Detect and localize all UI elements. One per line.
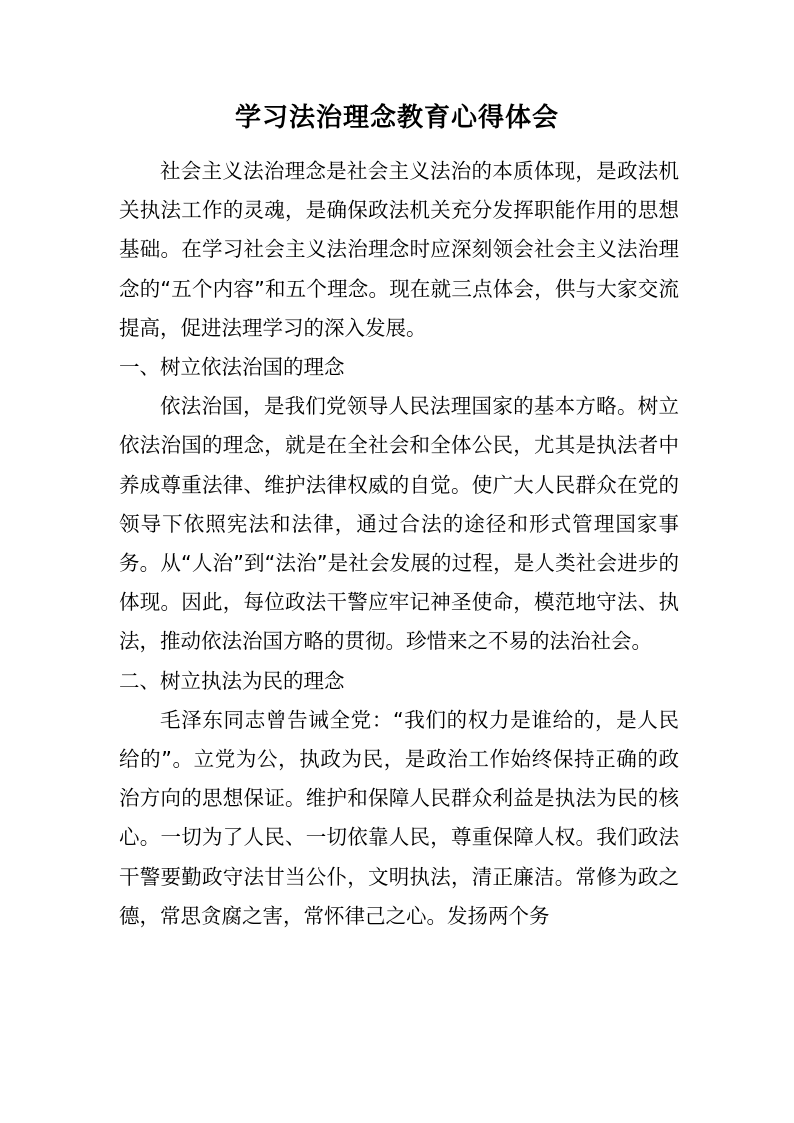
- section-heading-2: 二、树立执法为民的理念: [119, 668, 345, 693]
- section-heading-1: 一、树立依法治国的理念: [119, 355, 345, 380]
- paragraph-intro: 社会主义法治理念是社会主义法治的本质体现，是政法机关执法工作的灵魂，是确保政法机关充分发挥职能作用的思想基础。在学习社会主义法治理念时应深刻领会社会主义法治理念的“五个内容”和五个理念。现在就三点体会，供与大家交流提高，促进法理学习的深入发展。: [119, 159, 679, 340]
- paragraph-section-1: 依法治国，是我们党领导人民法理国家的基本方略。树立依法治国的理念，就是在全社会和全体公民，尤其是执法者中养成尊重法律、维护法律权威的自觉。使广大人民群众在党的领导下依照宪法和法律，通过合法的途径和形式管理国家事务。从“人治”到“法治”是社会发展的过程，是人类社会进步的体现。因此，每位政法干警应牢记神圣使命，模范地守法、执法，推动依法治国方略的贯彻。珍惜来之不易的法治社会。: [119, 394, 679, 654]
- document-body: [119, 152, 679, 936]
- document-title: 学习法治理念教育心得体会: [234, 103, 559, 133]
- paragraph-section-2: 毛泽东同志曾告诫全党：“我们的权力是谁给的，是人民给的”。立党为公，执政为民，是政治工作始终保持正确的政治方向的思想保证。维护和保障人民群众利益是执法为民的核心。一切为了人民、一切依靠人民，尊重保障人权。我们政法干警要勤政守法甘当公仆，文明执法，清正廉洁。常修为政之德，常思贪腐之害，常怀律己之心。发扬两个务: [119, 707, 679, 928]
